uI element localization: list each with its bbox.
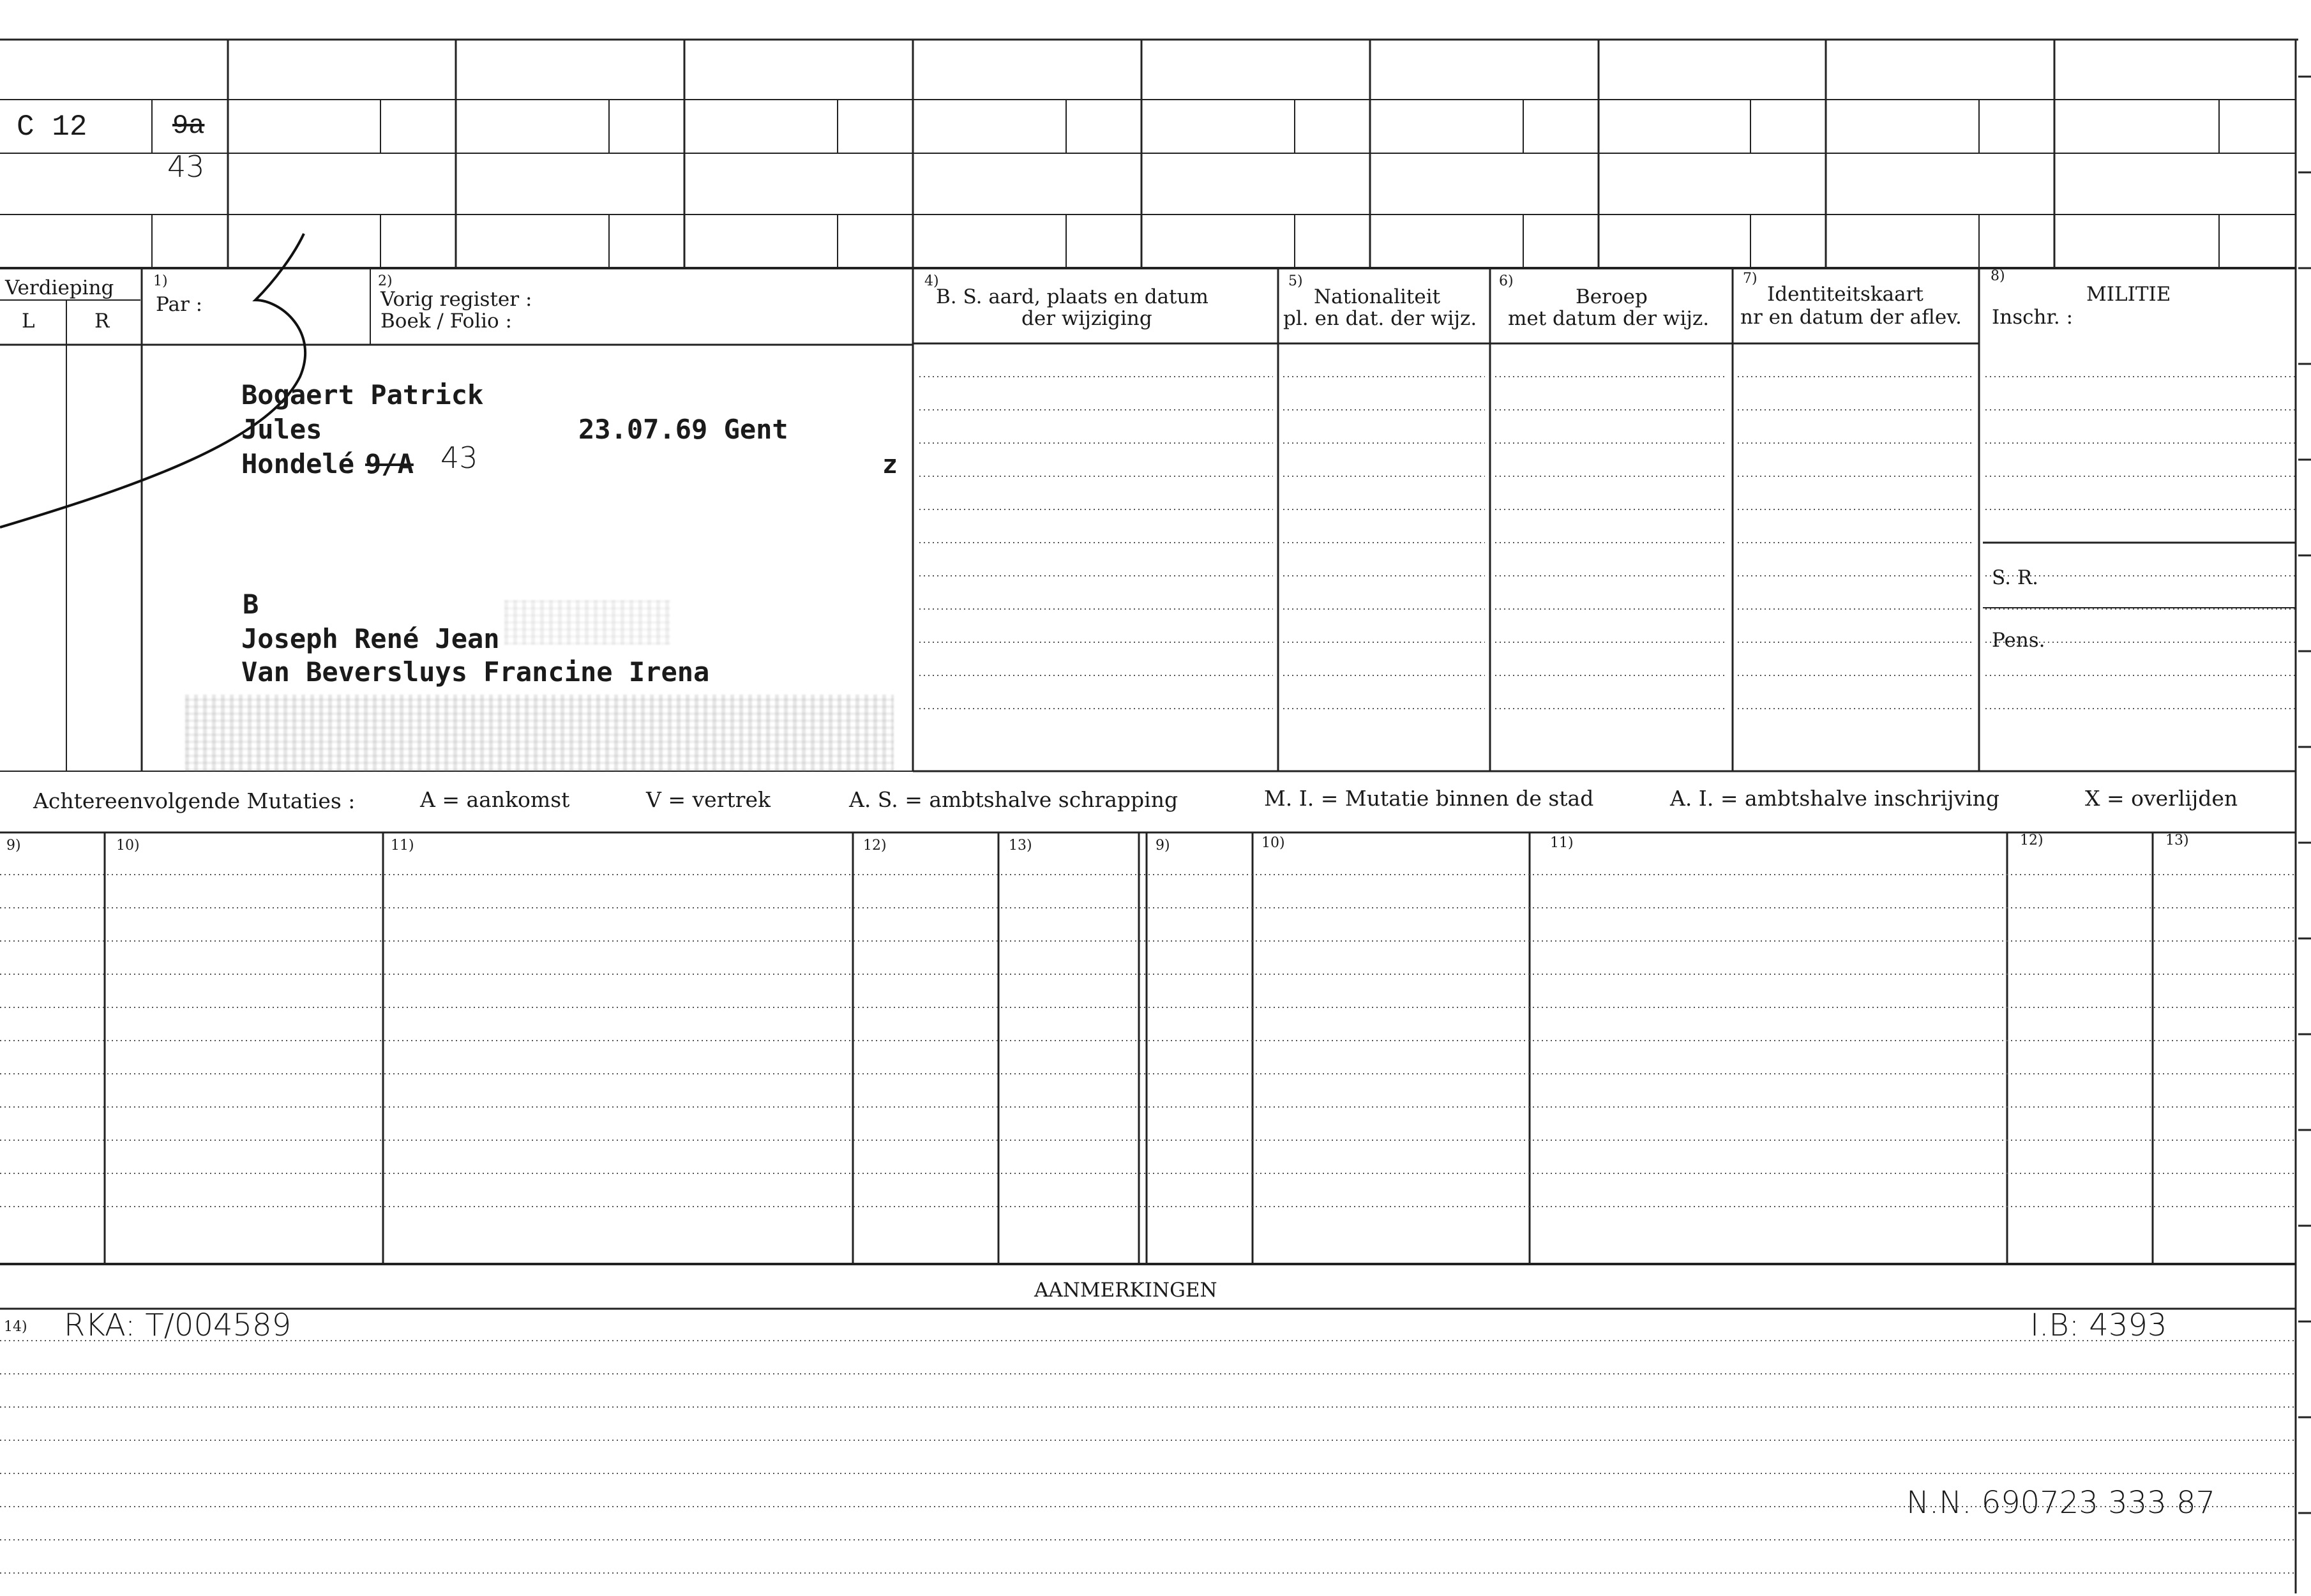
- legend-internal-move: M. I. = Mutatie binnen de stad: [1264, 786, 1594, 811]
- par-label: Par :: [156, 293, 203, 316]
- verdieping-right: R: [94, 310, 110, 333]
- col4-num: 4): [924, 273, 939, 289]
- identiteitskaart-label-2: nr en datum der aflev.: [1740, 306, 1962, 329]
- mut-left-11: 11): [391, 838, 414, 854]
- erased-area: [185, 695, 894, 771]
- mother-names: Van Beversluys Francine Irena: [241, 656, 710, 688]
- mut-right-9: 9): [1156, 838, 1170, 854]
- nationaliteit-label-2: pl. en dat. der wijz.: [1283, 307, 1477, 330]
- mut-right-11: 11): [1550, 835, 1574, 851]
- col6-num: 6): [1499, 273, 1514, 289]
- rka-number: RKA: T/004589: [64, 1307, 292, 1343]
- col2-num: 2): [378, 273, 393, 289]
- beroep-label-2: met datum der wijz.: [1508, 307, 1710, 330]
- mut-left-10: 10): [116, 838, 140, 854]
- beroep-label-1: Beroep: [1576, 285, 1648, 308]
- legend-registration: A. I. = ambtshalve inschrijving: [1670, 786, 2000, 811]
- militie-label: MILITIE: [2086, 283, 2171, 306]
- mut-left-9: 9): [6, 838, 21, 854]
- erased-area-2: [504, 600, 670, 645]
- col5-num: 5): [1288, 273, 1303, 289]
- nn-number: N.N. 690723 333 87: [1906, 1485, 2216, 1521]
- old-number: 9a: [172, 110, 205, 141]
- person-letter: B: [243, 589, 259, 620]
- person-new-house: 43: [440, 440, 478, 475]
- person-old-house: 9/A: [365, 448, 414, 479]
- inschr-label: Inschr. :: [1992, 306, 2074, 329]
- legend-death: X = overlijden: [2085, 786, 2238, 811]
- legend-departure: V = vertrek: [646, 787, 771, 812]
- boek-folio-label: Boek / Folio :: [380, 310, 512, 333]
- bs-label-2: der wijziging: [1021, 307, 1152, 330]
- person-name: Bogaert Patrick: [241, 379, 484, 410]
- mut-right-12: 12): [2020, 832, 2044, 848]
- legend-removal: A. S. = ambtshalve schrapping: [849, 787, 1178, 812]
- legend-title: Achtereenvolgende Mutaties :: [33, 788, 356, 813]
- mut-right-13: 13): [2165, 832, 2189, 848]
- mut-left-12: 12): [863, 838, 887, 854]
- ib-number: I.B: 4393: [2030, 1307, 2167, 1343]
- verdieping-left: L: [22, 310, 35, 333]
- person-marker: z: [882, 450, 898, 479]
- col7-num: 7): [1743, 271, 1758, 287]
- nationaliteit-label-1: Nationaliteit: [1314, 285, 1441, 308]
- mut-right-10: 10): [1261, 835, 1285, 851]
- person-second-name: Jules: [241, 414, 322, 445]
- vorig-register-label: Vorig register :: [380, 288, 532, 311]
- col1-num: 1): [153, 273, 168, 289]
- pens-label: Pens.: [1992, 629, 2045, 652]
- new-number: 43: [167, 149, 205, 184]
- mut-left-13: 13): [1009, 838, 1032, 854]
- father-names: Joseph René Jean: [241, 623, 500, 654]
- bs-label-1: B. S. aard, plaats en datum: [936, 285, 1208, 308]
- person-birth: 23.07.69 Gent: [578, 414, 788, 445]
- verdieping-label: Verdieping: [5, 276, 114, 299]
- sr-label: S. R.: [1992, 566, 2039, 589]
- person-street: Hondelé: [241, 448, 355, 479]
- register-code: C 12: [17, 110, 87, 144]
- col8-num: 8): [1991, 268, 2005, 284]
- remarks-num: 14): [4, 1319, 27, 1335]
- identiteitskaart-label-1: Identiteitskaart: [1767, 283, 1923, 306]
- legend-arrival: A = aankomst: [420, 787, 570, 812]
- remarks-title: AANMERKINGEN: [1034, 1279, 1217, 1302]
